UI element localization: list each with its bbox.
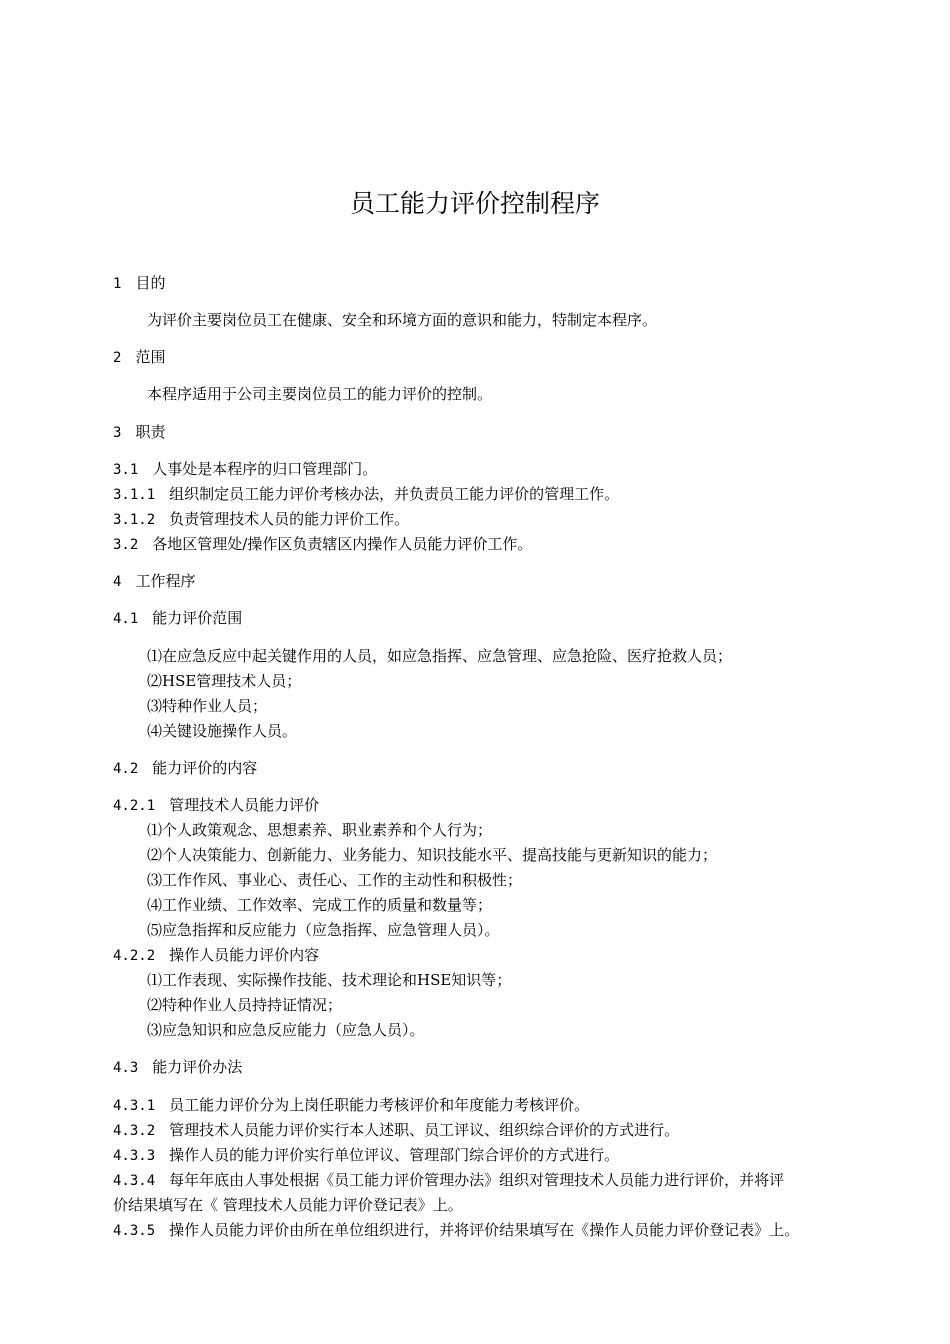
section-title: 范围: [135, 348, 166, 366]
clause-number: 3.1.1: [113, 487, 156, 503]
subsection-heading-4-2-2: [113, 944, 319, 967]
clause-text: 操作人员的能力评价实行单位评议、管理部门综合评价的方式进行。: [169, 1146, 620, 1164]
list-item: ⑵HSE管理技术人员；: [147, 672, 302, 690]
clause-number: 4.3.2: [113, 1123, 156, 1139]
list-item: ⑵个人决策能力、创新能力、业务能力、知识技能水平、提高技能与更新知识的能力；: [147, 846, 718, 864]
clause-text: 组织制定员工能力评价考核办法，并负责员工能力评价的管理工作。: [169, 485, 620, 503]
subsection-heading-4-1: [113, 607, 242, 630]
clause-3-2: [113, 533, 532, 556]
section-heading-3: [113, 421, 165, 444]
section-number: 3: [113, 425, 122, 441]
clause-4-3-2: [113, 1119, 679, 1142]
list-item: ⑷工作业绩、工作效率、完成工作的质量和数量等；: [147, 896, 493, 914]
section-title: 职责: [135, 423, 166, 441]
subsection-title: 能力评价范围: [152, 609, 243, 627]
clause-text: 各地区管理处/操作区负责辖区内操作人员能力评价工作。: [152, 535, 533, 553]
list-item: ⑶特种作业人员；: [147, 697, 268, 715]
list-item: ⑴工作表现、实际操作技能、技术理论和HSE知识等；: [147, 971, 512, 989]
subsection-title: 操作人员能力评价内容: [169, 946, 320, 964]
section-title: 工作程序: [135, 572, 196, 590]
list-item: ⑴在应急反应中起关键作用的人员，如应急指挥、应急管理、应急抢险、医疗抢救人员；: [147, 647, 733, 665]
clause-3-1: [113, 458, 377, 481]
section-number: 1: [113, 276, 122, 292]
list-item: ⑴个人政策观念、思想素养、职业素养和个人行为；: [147, 821, 493, 839]
clause-text: 管理技术人员能力评价实行本人述职、员工评议、组织综合评价的方式进行。: [169, 1121, 680, 1139]
subsection-heading-4-2-1: [113, 794, 319, 817]
section-number: 2: [113, 350, 122, 366]
clause-text: 负责管理技术人员的能力评价工作。: [169, 510, 410, 528]
clause-3-1-2: [113, 508, 409, 531]
subsection-title: 能力评价的内容: [152, 759, 258, 777]
section-number: 4: [113, 574, 122, 590]
list-item: ⑶工作作风、事业心、责任心、工作的主动性和积极性；: [147, 871, 523, 889]
list-item: ⑸应急指挥和反应能力（应急指挥、应急管理人员）。: [147, 921, 500, 939]
clause-number: 4.3.5: [113, 1223, 156, 1239]
subsection-number: 4.3: [113, 1060, 139, 1076]
clause-4-3-3: [113, 1144, 619, 1167]
subsection-number: 4.2.1: [113, 798, 156, 814]
subsection-title: 管理技术人员能力评价: [169, 796, 320, 814]
clause-number: 4.3.4: [113, 1173, 156, 1189]
clause-4-3-5: [113, 1219, 799, 1242]
section-paragraph-1: 为评价主要岗位员工在健康、安全和环境方面的意识和能力，特制定本程序。: [147, 311, 658, 329]
list-item: ⑶应急知识和应急反应能力（应急人员）。: [147, 1021, 425, 1039]
section-title: 目的: [135, 274, 166, 292]
document-title: 员工能力评价控制程序: [349, 189, 600, 218]
clause-text: 操作人员能力评价由所在单位组织进行，并将评价结果填写在《操作人员能力评价登记表》上。: [169, 1221, 800, 1239]
list-item: ⑷关键设施操作人员。: [147, 722, 298, 740]
clause-text: 每年年底由人事处根据《员工能力评价管理办法》组织对管理技术人员能力进行评价，并将评: [169, 1171, 785, 1189]
section-heading-1: [113, 272, 165, 295]
section-heading-2: [113, 346, 165, 369]
subsection-heading-4-3: [113, 1056, 242, 1079]
subsection-heading-4-2: [113, 757, 257, 780]
clause-number: 3.2: [113, 537, 139, 553]
clause-number: 3.1: [113, 462, 139, 478]
section-heading-4: [113, 570, 195, 593]
clause-4-3-4-continuation: 价结果填写在《 管理技术人员能力评价登记表》上。: [113, 1196, 463, 1214]
subsection-number: 4.2.2: [113, 948, 156, 964]
clause-number: 4.3.1: [113, 1098, 156, 1114]
clause-text: 人事处是本程序的归口管理部门。: [152, 460, 378, 478]
clause-4-3-1: [113, 1094, 589, 1117]
clause-text: 员工能力评价分为上岗任职能力考核评价和年度能力考核评价。: [169, 1096, 590, 1114]
subsection-number: 4.1: [113, 611, 139, 627]
clause-number: 4.3.3: [113, 1148, 156, 1164]
clause-number: 3.1.2: [113, 512, 156, 528]
subsection-title: 能力评价办法: [152, 1058, 243, 1076]
section-paragraph-2: 本程序适用于公司主要岗位员工的能力评价的控制。: [147, 385, 493, 403]
clause-3-1-1: [113, 483, 619, 506]
subsection-number: 4.2: [113, 761, 139, 777]
clause-4-3-4: [113, 1169, 784, 1192]
list-item: ⑵特种作业人员持持证情况；: [147, 996, 343, 1014]
